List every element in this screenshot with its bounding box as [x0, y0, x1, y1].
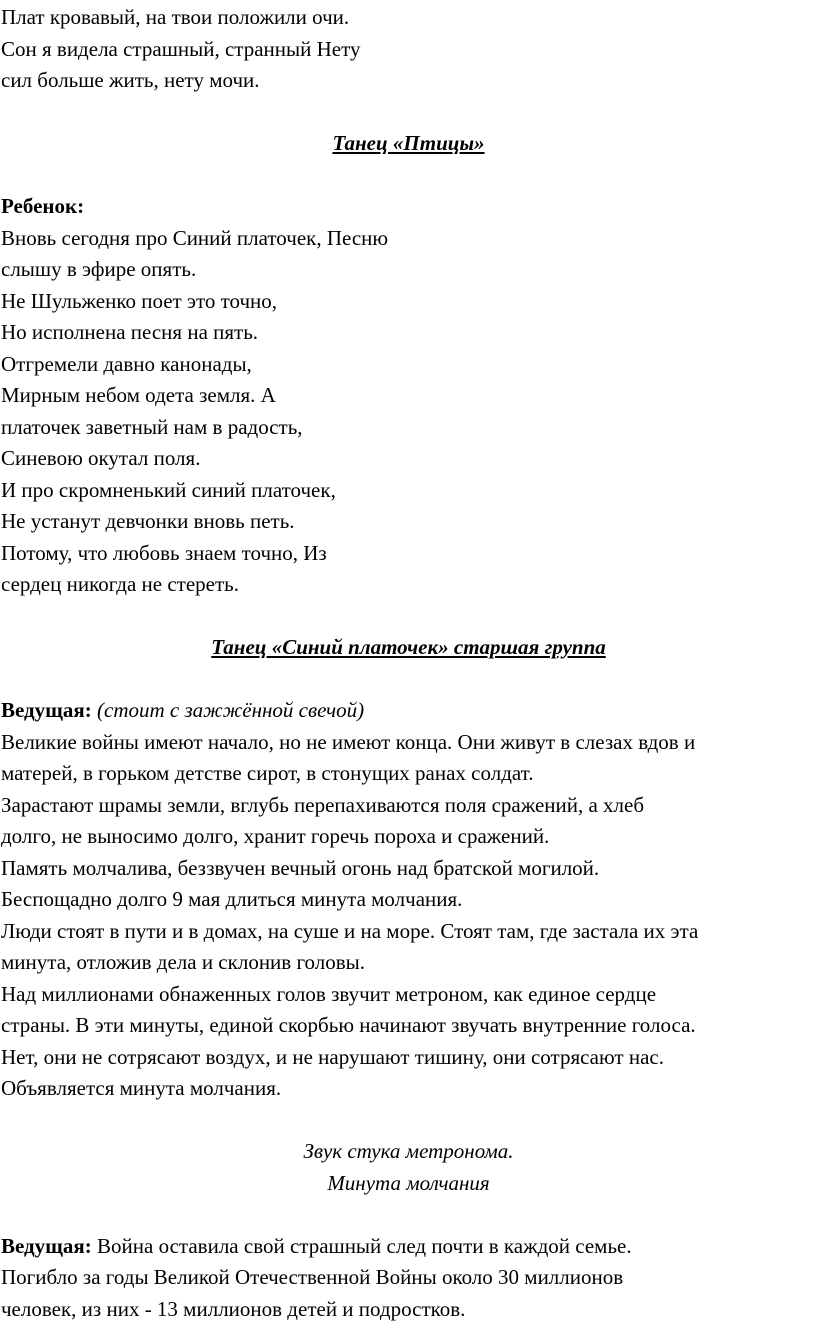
host-intro-line [1, 695, 816, 727]
text-line: слышу в эфире опять. [1, 254, 816, 286]
text-line: Вновь сегодня про Синий платочек, Песню [1, 223, 816, 255]
blank-line [1, 160, 816, 192]
text-line: Беспощадно долго 9 мая длиться минута молчания. [1, 884, 816, 916]
text-line: Великие войны имеют начало, но не имеют конца. Они живут в слезах вдов и [1, 727, 816, 759]
blank-line [1, 1199, 816, 1231]
text-line: Синевою окутал поля. [1, 443, 816, 475]
text-line: Погибло за годы Великой Отечественной Войны около 30 миллионов [1, 1262, 816, 1294]
text-line: Но исполнена песня на пять. [1, 317, 816, 349]
text-line: И про скромненький синий платочек, [1, 475, 816, 507]
text-line: матерей, в горьком детстве сирот, в стонущих ранах солдат. [1, 758, 816, 790]
blank-line [1, 1105, 816, 1137]
text-line: долго, не выносимо долго, хранит горечь пороха и сражений. [1, 821, 816, 853]
text-line: минута, отложив дела и склонив головы. [1, 947, 816, 979]
speaker-label-host: Ведущая: [1, 698, 92, 722]
text-line: сил больше жить, нету мочи. [1, 65, 816, 97]
stanza-1 [1, 2, 816, 97]
text-line: страны. В эти минуты, единой скорбью начинают звучать внутренние голоса. [1, 1010, 816, 1042]
text-line: Мирным небом одета земля. А [1, 380, 816, 412]
text-line: Отгремели давно канонады, [1, 349, 816, 381]
text-line: сердец никогда не стереть. [1, 569, 816, 601]
text-line: платочек заветный нам в радость, [1, 412, 816, 444]
text-line: Не устанут девчонки вновь петь. [1, 506, 816, 538]
text-line: Память молчалива, беззвучен вечный огонь над братской могилой. [1, 853, 816, 885]
stage-metronome: Звук стука метронома. [1, 1136, 816, 1168]
text-line: Над миллионами обнаженных голов звучит метроном, как единое сердце [1, 979, 816, 1011]
stage-minute-silence: Минута молчания [1, 1168, 816, 1200]
host-speech-2-opening: Война оставила свой страшный след почти в каждой семье. [92, 1234, 632, 1258]
text-line: Плат кровавый, на твои положили очи. [1, 2, 816, 34]
text-line: Люди стоят в пути и в домах, на суше и на море. Стоят там, где застала их эта [1, 916, 816, 948]
text-line: Нет, они не сотрясают воздух, и не нарушают тишину, они сотрясают нас. [1, 1042, 816, 1074]
text-line: человек, из них - 13 миллионов детей и подростков. [1, 1294, 816, 1325]
text-line: Не Шульженко поет это точно, [1, 286, 816, 318]
blank-line [1, 97, 816, 129]
dance-heading-birds: Танец «Птицы» [1, 128, 816, 160]
blank-line [1, 664, 816, 696]
speaker-label-host-2: Ведущая: [1, 1234, 92, 1258]
text-line: Потому, что любовь знаем точно, Из [1, 538, 816, 570]
stanza-2 [1, 223, 816, 601]
blank-line [1, 601, 816, 633]
text-line: Объявляется минута молчания. [1, 1073, 816, 1105]
text-line: Зарастают шрамы земли, вглубь перепахиваются поля сражений, а хлеб [1, 790, 816, 822]
host-speech-2-first-line [1, 1231, 816, 1263]
text-line: Сон я видела страшный, странный Нету [1, 34, 816, 66]
host-speech-1 [1, 727, 816, 1105]
speaker-label-child: Ребенок: [1, 191, 816, 223]
dance-heading-blue-kerchief: Танец «Синий платочек» старшая группа [1, 632, 816, 664]
stage-direction: (стоит с зажжённой свечой) [97, 698, 364, 722]
